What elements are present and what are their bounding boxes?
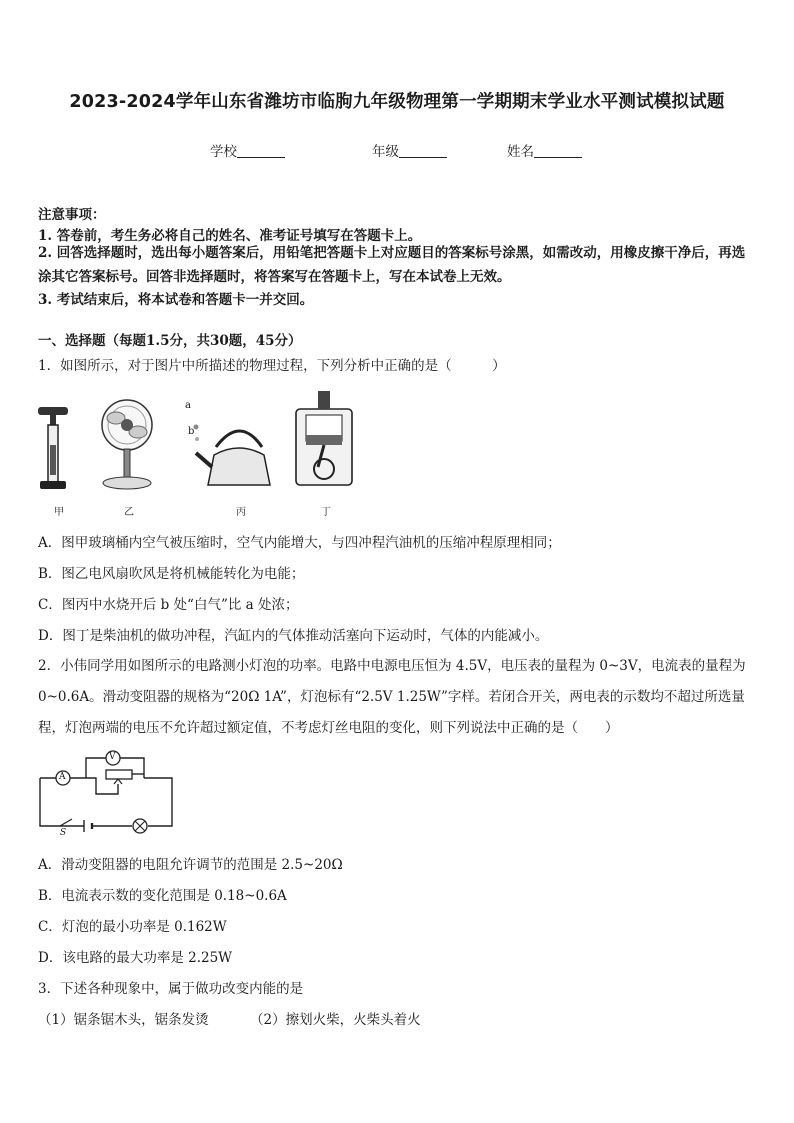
figure-label-yi: 乙 [124,507,134,518]
q1-stem: 1．如图所示，对于图片中所描述的物理过程，下列分析中正确的是（ ） [38,358,506,374]
q1-option-c: C．图丙中水烧开后 b 处“白气”比 a 处浓； [38,597,299,613]
rheostat-symbol [106,770,132,779]
notice-item-1: 1. 答卷前，考生务必将自己的姓名、准考证号填写在答题卡上。 [38,228,422,244]
q1-figure [0,385,794,525]
voltmeter-label: V [109,752,116,762]
school-blank [237,143,285,158]
name-label: 姓名 [507,144,534,160]
q1-option-a: A．图甲玻璃桶内空气被压缩时，空气内能增大，与四冲程汽油机的压缩冲程原理相同； [38,535,561,551]
q1-option-d: D．图丁是柴油机的做功冲程，汽缸内的气体推动活塞向下运动时，气体的内能减小。 [38,628,549,644]
name-field [507,140,582,160]
grade-blank [399,143,447,158]
kettle-illustration [194,425,271,486]
q2-option-c: C．灯泡的最小功率是 0.162W [38,919,227,935]
q2-option-b: B．电流表示数的变化范围是 0.18~0.6A [38,888,287,904]
engine-cylinder-illustration [296,391,352,485]
q3-item-1: （1）锯条锯木头，锯条发烫 [38,1012,209,1028]
q1-option-b: B．图乙电风扇吹风是将机械能转化为电能； [38,566,305,582]
q2-option-d: D．该电路的最大功率是 2.25W [38,950,233,966]
school-label: 学校 [210,144,237,160]
electric-fan-illustration [102,400,152,489]
notice-item-2: 2. 回答选择题时，选出每小题答案后，用铅笔把答题卡上对应题目的答案标号涂黑，如需改动，用橡皮擦干净后，再选涂其它答案标号。回答非选择题时，将答案写在答题卡上，写在本试卷上无效。 [38,245,746,285]
q2-stem: 2．小伟同学用如图所示的电路测小灯泡的功率。电路中电源电压恒为 4.5V，电压表的量程为 0~3V，电流表的量程为 0~0.6A。滑动变阻器的规格为“20Ω 1A”，灯泡标有“2.5V 1.25W”字样。若闭合开关，两电表的示数均不超过所选量程，灯泡两端的电压不允许超过额定值，不考虑灯丝电阻的变化，则下列说法中正确的是（ ） [38,658,746,736]
page-title: 2023-2024学年山东省潍坊市临朐九年级物理第一学期期末学业水平测试模拟试题 [69,92,725,112]
switch-symbol [60,819,72,826]
switch-label: S [60,828,67,838]
figure-label-jia: 甲 [54,507,64,518]
grade-field [372,140,447,160]
q3-stem: 3．下述各种现象中，属于做功改变内能的是 [38,981,304,997]
figure-label-ding: 丁 [321,507,331,518]
q2-circuit-diagram [0,748,794,838]
school-field [210,140,285,160]
compression-tube-illustration [38,407,68,489]
section-heading: 一、选择题（每题1.5分，共30题，45分） [38,333,302,349]
q3-item-2: （2）擦划火柴，火柴头着火 [250,1012,421,1028]
notice-item-3: 3. 考试结束后，将本试卷和答题卡一并交回。 [38,292,314,308]
name-blank [534,143,582,158]
grade-label: 年级 [372,144,399,160]
ammeter-label: A [59,772,66,782]
q2-option-a: A．滑动变阻器的电阻允许调节的范围是 2.5~20Ω [38,857,343,873]
figure-label-bing: 丙 [236,507,246,518]
kettle-mark-b: b [188,426,195,437]
notice-heading: 注意事项： [38,207,106,223]
kettle-mark-a: a [185,400,191,411]
